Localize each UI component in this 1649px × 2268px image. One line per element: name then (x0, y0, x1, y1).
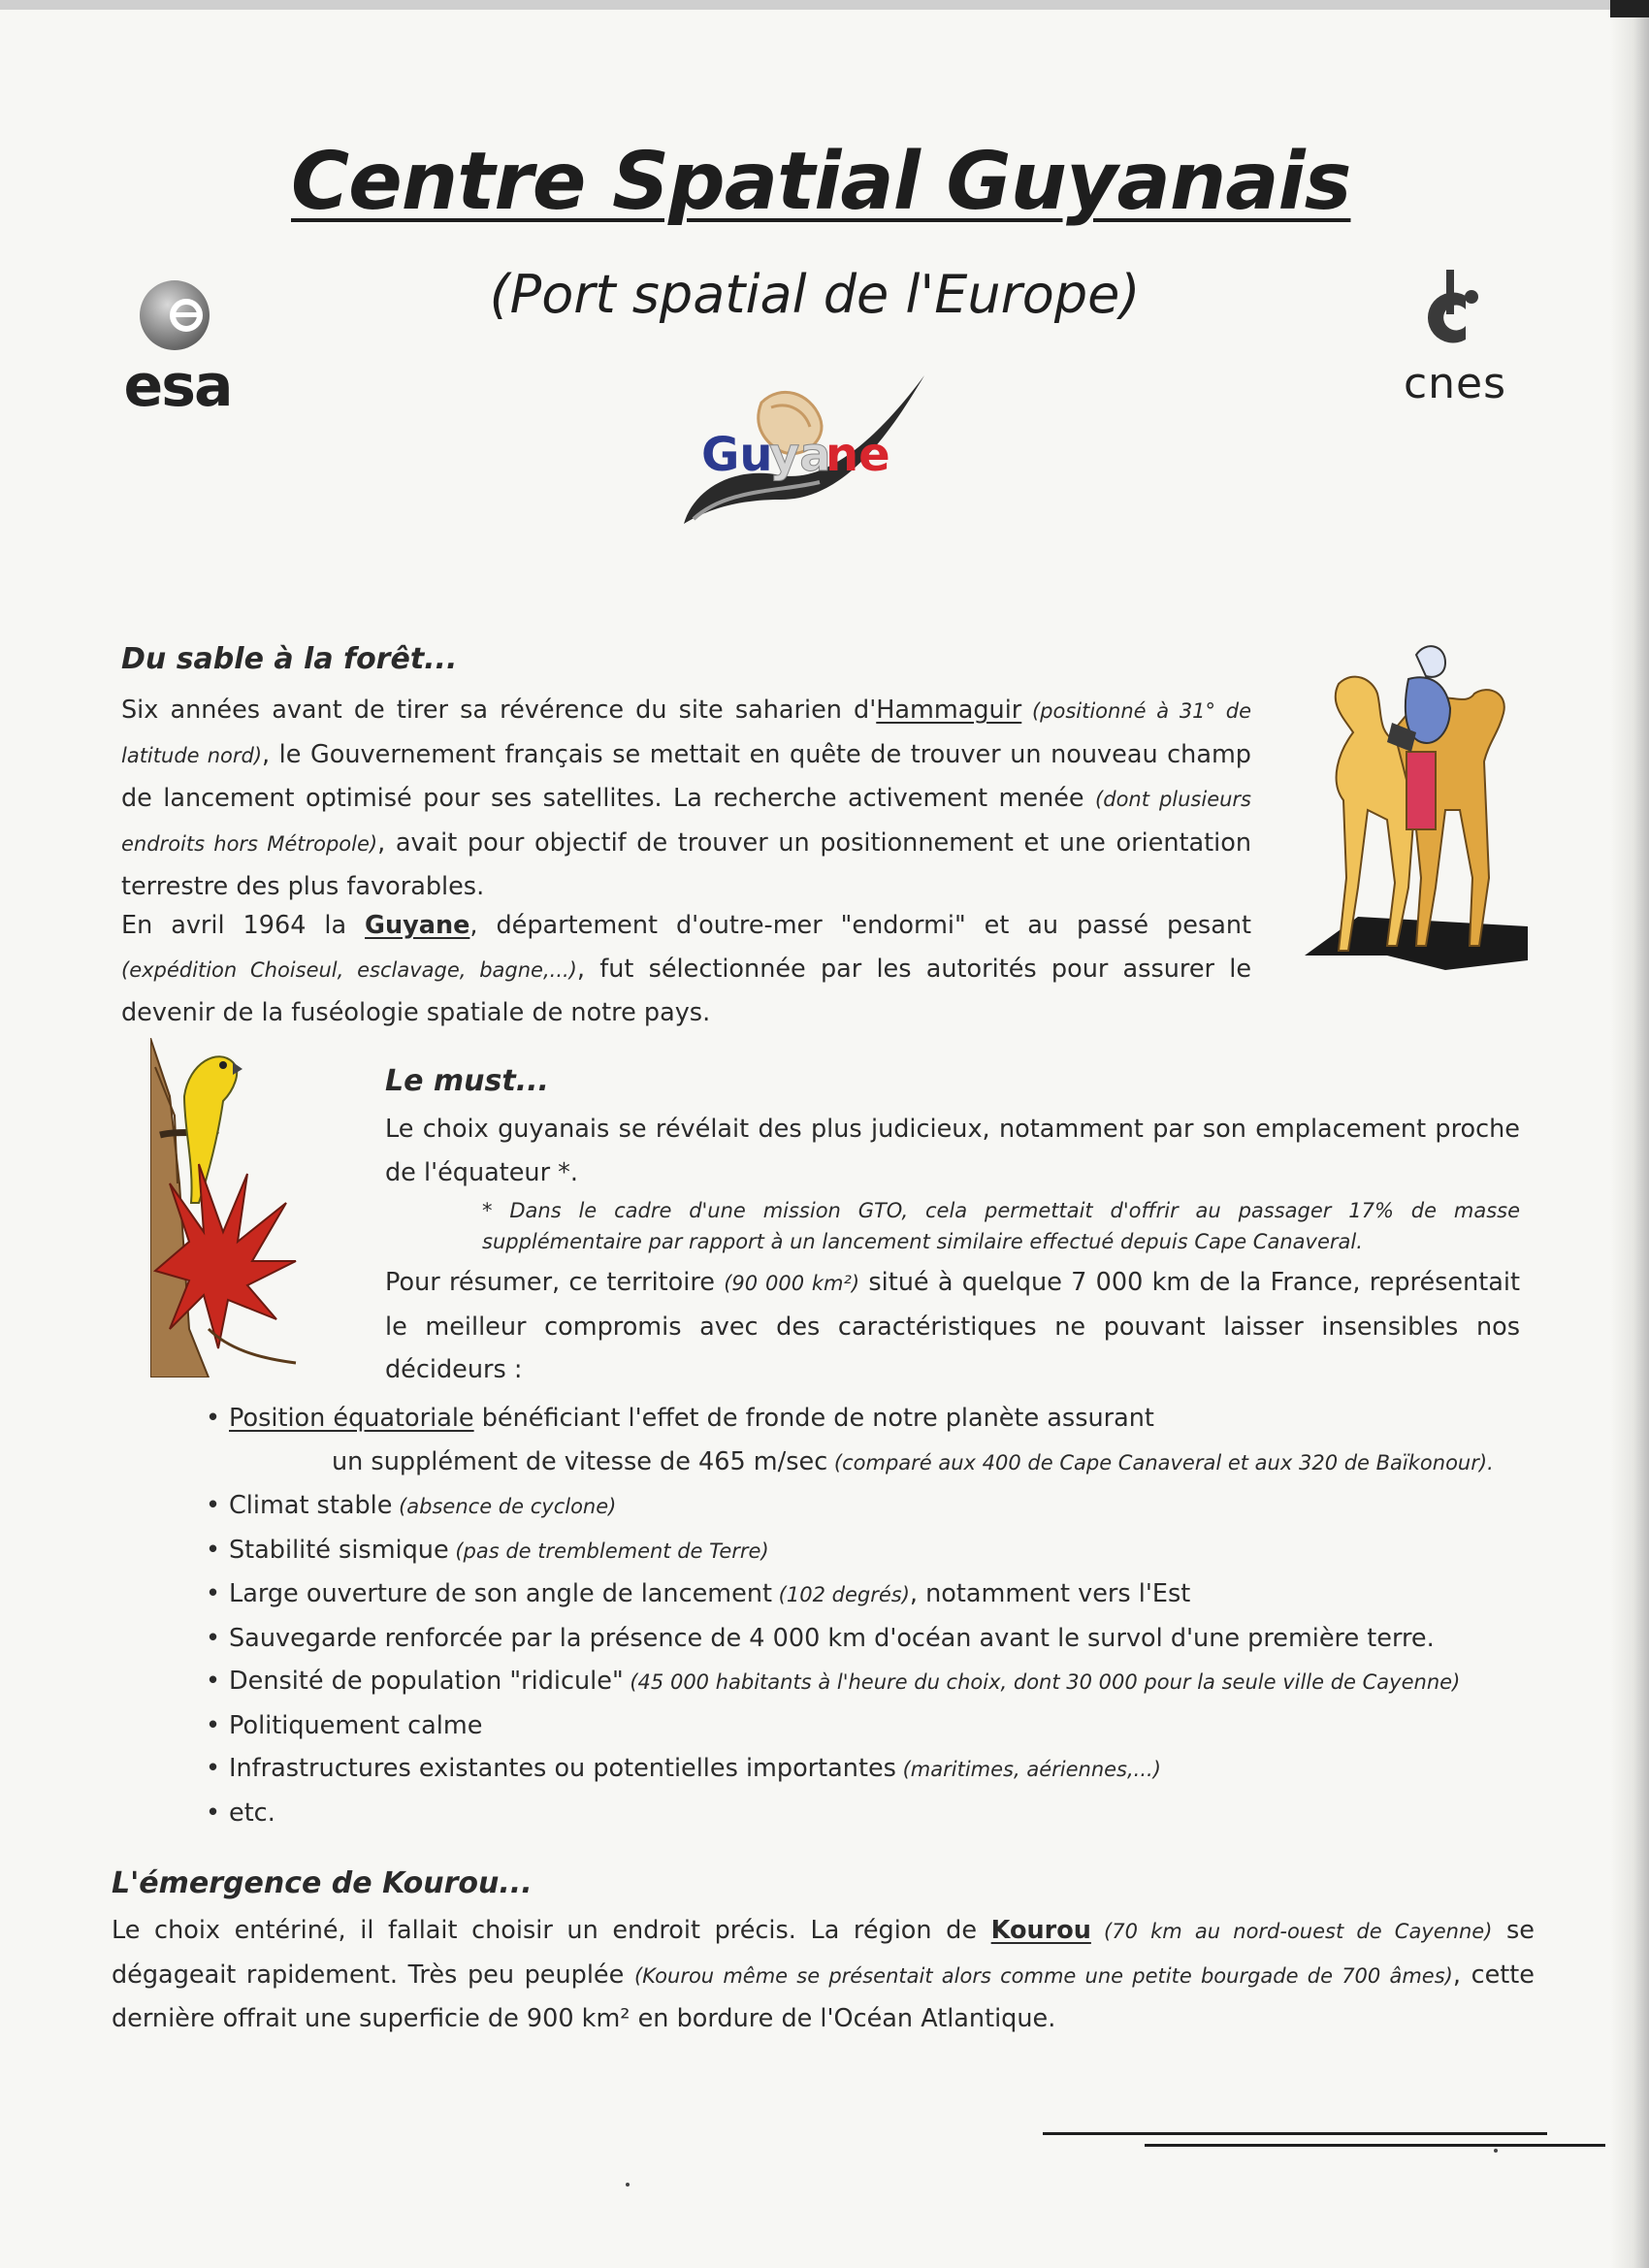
svg-text:ne: ne (825, 428, 890, 482)
section-heading-kourou: L'émergence de Kourou... (112, 1866, 533, 1900)
guyane-term: Guyane (365, 911, 470, 940)
guyane-logo (674, 373, 936, 534)
footer-rule-upper (1043, 2132, 1547, 2135)
page-title: Centre Spatial Guyanais (291, 136, 1351, 228)
esa-logo (114, 276, 241, 420)
list-item: • Politiquement calme (204, 1704, 1542, 1748)
list-item: • Stabilité sismique (pas de tremblement de Terre) (204, 1529, 1542, 1573)
paragraph-choix-guyanais: Le choix guyanais se révélait des plus judicieux, notamment par son emplacement proche de l'équateur *. (385, 1115, 1520, 1187)
section-heading-sable: Du sable à la forêt... (121, 642, 458, 676)
guyane-logo-icon (674, 373, 936, 534)
esa-logo-icon (114, 276, 241, 354)
advantages-list (204, 1397, 1542, 1834)
list-item: • Climat stable (absence de cyclone) (204, 1484, 1542, 1529)
paragraph-territoire: Pour résumer, ce territoire (90 000 km²) situé à quelque 7 000 km de la France, représentait le meilleur compromis avec des caractéristiques ne pouvant laisser insensibles nos décideurs : (385, 1268, 1520, 1384)
svg-text:ya: ya (769, 428, 831, 482)
section-heading-must: Le must... (385, 1064, 549, 1098)
list-item: • Densité de population "ridicule" (45 000 habitants à l'heure du choix, dont 30 000 pour la seule ville de Cayenne) (204, 1660, 1542, 1704)
list-item: • etc. (204, 1792, 1542, 1835)
scan-speck (626, 2183, 630, 2187)
footnote-gto: * Dans le cadre d'une mission GTO, cela permettait d'offrir au passager 17% de masse supplémentaire par rapport à un lancement similaire effectué depuis Cape Canaveral. (482, 1199, 1520, 1253)
hammaguir-term: Hammaguir (876, 696, 1022, 725)
list-item: • Sauvegarde renforcée par la présence de 4 000 km d'océan avant le survol d'une première terre. (204, 1617, 1542, 1661)
list-item: • Position équatoriale bénéficiant l'effet de fronde de notre planète assurant un supplément de vitesse de 465 m/sec (comparé aux 400 de Cape Canaveral et aux 320 de Baïkonour). (204, 1397, 1542, 1484)
scan-speck (1494, 2149, 1498, 2153)
paragraph-guyane-1964: En avril 1964 la Guyane, département d'outre-mer "endormi" et au passé pesant (expédition Choiseul, esclavage, bagne,...), fut sélectionnée par les autorités pour assurer le devenir de la fuséologie spatiale de notre pays. (121, 911, 1252, 1027)
paragraph-hammaguir: Six années avant de tirer sa révérence du site saharien d'Hammaguir (positionné à 31° de latitude nord), le Gouvernement français se mettait en quête de trouver un nouveau champ de lancement optimisé pour ses satellites. La recherche activement menée (dont plusieurs endroits hors Métropole), avait pour objectif de trouver un positionnement et une orientation terrestre des plus favorables. (121, 696, 1251, 901)
kourou-term: Kourou (990, 1916, 1091, 1945)
camel-rider-illustration-icon (1300, 635, 1528, 975)
camel-illustration (1300, 635, 1528, 975)
cnes-logo-icon (1382, 262, 1528, 359)
parrot-illustration (150, 1038, 325, 1377)
cnes-logo-text: cnes (1403, 359, 1507, 408)
cnes-logo (1382, 262, 1528, 417)
parrot-plant-illustration-icon (150, 1038, 325, 1377)
esa-logo-text: esa (123, 352, 232, 420)
list-item: • Large ouverture de son angle de lancement (102 degrés), notamment vers l'Est (204, 1572, 1542, 1617)
page-subtitle: (Port spatial de l'Europe) (489, 264, 1141, 325)
footer-rule-lower (1145, 2144, 1605, 2147)
list-item: • Infrastructures existantes ou potentielles importantes (maritimes, aériennes,...) (204, 1747, 1542, 1792)
paragraph-kourou: Le choix entériné, il fallait choisir un endroit précis. La région de Kourou (70 km au nord-ouest de Cayenne) se dégageait rapidement. Très peu peuplée (Kourou même se présentait alors comme une petite bourgade de 700 âmes), cette dernière offrait une superficie de 900 km² en bordure de l'Océan Atlantique. (112, 1916, 1535, 2033)
svg-text:Gu: Gu (701, 428, 773, 482)
